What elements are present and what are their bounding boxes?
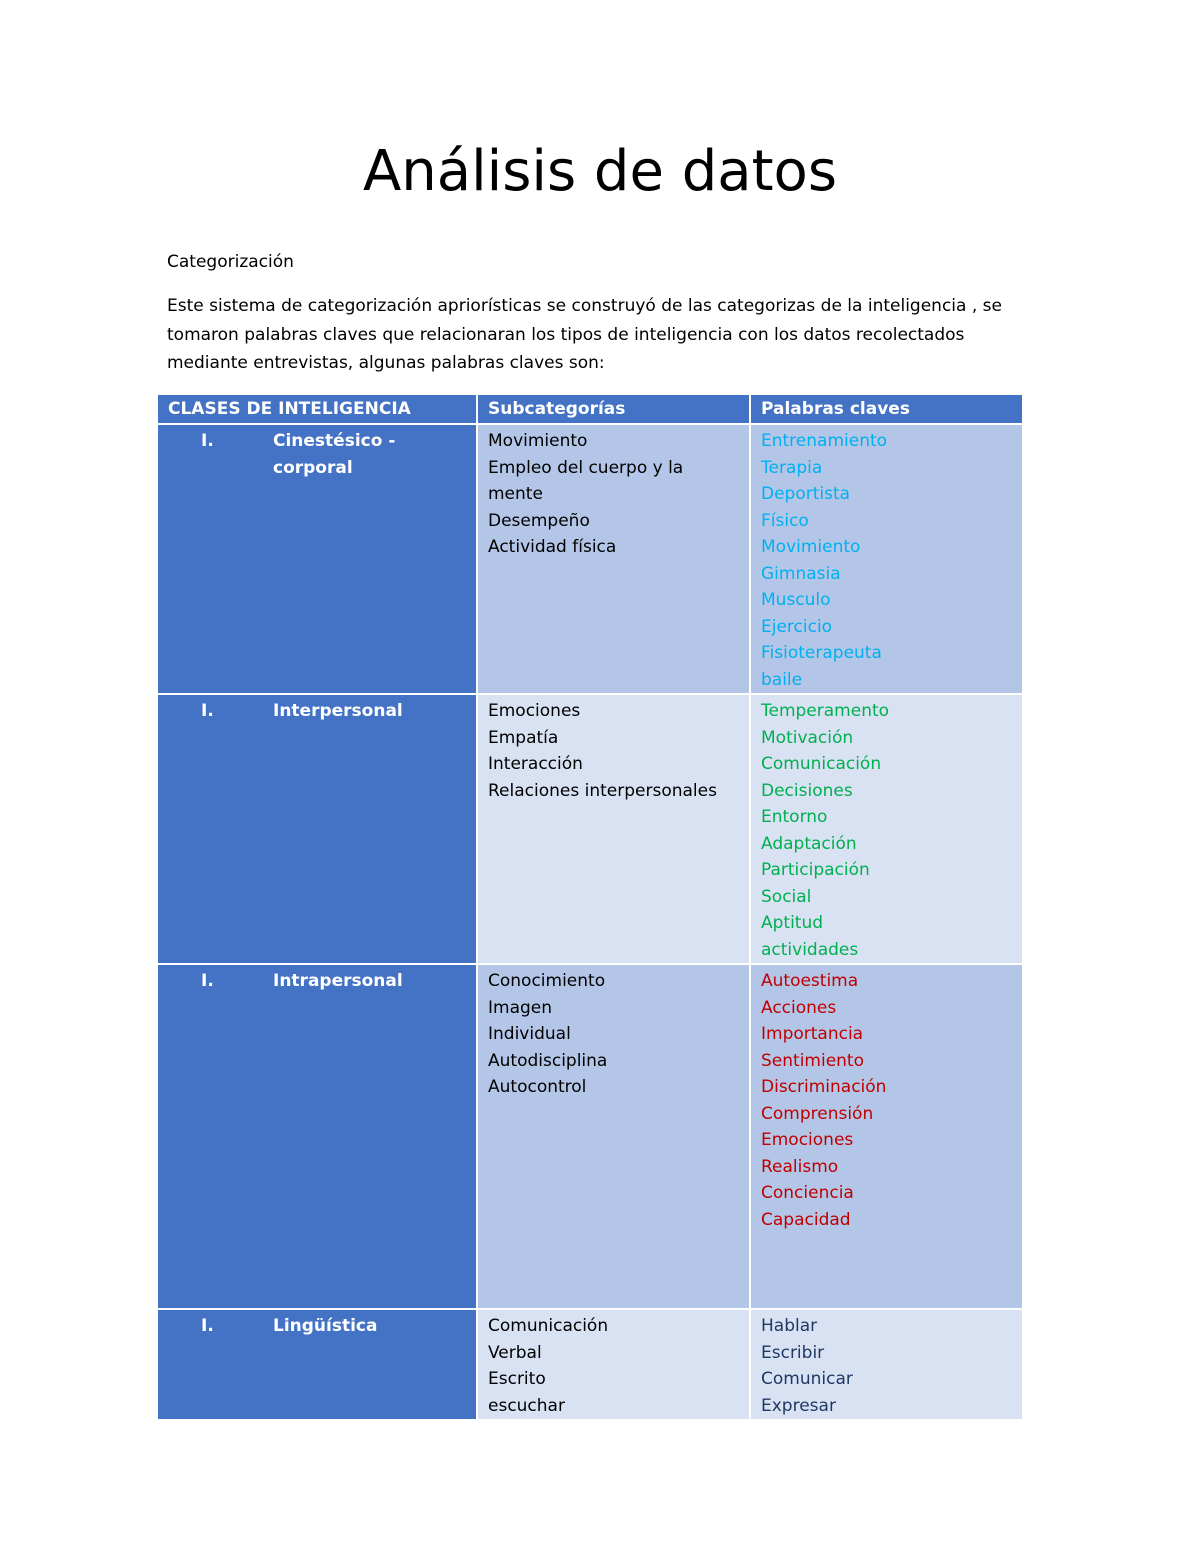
keyword-item: Deportista [761, 484, 851, 504]
header-keywords: Palabras claves [750, 394, 1023, 424]
keyword-item: Musculo [761, 590, 831, 610]
table-header-row [157, 394, 1023, 424]
keyword-item: Temperamento [761, 701, 890, 721]
keyword-item: Capacidad [761, 1209, 851, 1230]
section-label: Categorización [167, 252, 294, 272]
keyword-item: Terapia [761, 457, 823, 478]
subcategory-item: Relaciones interpersonales [488, 780, 717, 801]
keyword-item: Aptitud [761, 913, 824, 933]
subcategory-item: Autocontrol [488, 1077, 587, 1097]
subcategory-item: Empleo del cuerpo y la mente [488, 457, 684, 504]
keywords-cell [750, 694, 1023, 964]
keyword-item: Decisiones [761, 780, 853, 801]
keyword-item: Realismo [761, 1156, 839, 1177]
keyword-item: Fisioterapeuta [761, 643, 882, 663]
keyword-item: Expresar [761, 1395, 836, 1416]
keyword-item: Emociones [761, 1130, 854, 1150]
keyword-item: Participación [761, 860, 870, 880]
keyword-item: Hablar [761, 1316, 818, 1336]
keyword-item: Comunicar [761, 1369, 853, 1389]
keyword-item: Discriminación [761, 1077, 887, 1097]
keyword-item: Motivación [761, 727, 854, 748]
class-number: I. [201, 971, 214, 991]
categories-table [156, 393, 1024, 1421]
subcategory-item: Comunicación [488, 1316, 609, 1336]
subcategories-cell [477, 424, 750, 694]
keyword-item: Adaptación [761, 833, 857, 854]
keyword-item: Movimiento [761, 537, 861, 557]
keyword-item: Acciones [761, 997, 837, 1018]
subcategories-cell [477, 964, 750, 1309]
class-number: I. [201, 1316, 214, 1336]
keyword-item: Entrenamiento [761, 431, 888, 451]
keyword-item: Ejercicio [761, 616, 833, 637]
subcategory-item: Empatía [488, 727, 559, 748]
class-name: Intrapersonal [273, 971, 403, 991]
header-subcategories: Subcategorías [477, 394, 750, 424]
keyword-item: actividades [761, 939, 859, 960]
keyword-item: baile [761, 669, 803, 690]
class-number: I. [201, 701, 214, 721]
keyword-item: Físico [761, 510, 809, 531]
subcategory-item: Verbal [488, 1342, 542, 1363]
subcategory-item: Interacción [488, 754, 583, 774]
header-classes: CLASES DE INTELIGENCIA [157, 394, 477, 424]
keywords-cell [750, 964, 1023, 1309]
class-cell [157, 424, 477, 694]
keyword-item: Importancia [761, 1024, 864, 1044]
table-row [157, 1309, 1023, 1420]
subcategory-item: escuchar [488, 1395, 565, 1416]
class-number: I. [201, 431, 214, 451]
subcategory-item: Escrito [488, 1369, 546, 1389]
keyword-item: Conciencia [761, 1183, 854, 1203]
subcategory-item: Autodisciplina [488, 1050, 608, 1071]
class-name: Cinestésico - corporal [273, 431, 396, 478]
subcategory-item: Movimiento [488, 431, 588, 451]
keyword-item: Autoestima [761, 971, 859, 991]
keyword-item: Social [761, 886, 812, 907]
keyword-item: Escribir [761, 1342, 825, 1363]
class-name: Interpersonal [273, 701, 403, 721]
keywords-cell [750, 1309, 1023, 1420]
keyword-item: Entorno [761, 807, 828, 827]
subcategory-item: Imagen [488, 997, 553, 1018]
subcategory-item: Desempeño [488, 510, 590, 531]
subcategory-item: Actividad física [488, 537, 617, 557]
page-title: Análisis de datos [362, 139, 837, 204]
class-cell [157, 964, 477, 1309]
subcategories-cell [477, 694, 750, 964]
table-row [157, 694, 1023, 964]
keyword-item: Comprensión [761, 1103, 874, 1124]
subcategories-cell [477, 1309, 750, 1420]
intro-paragraph: Este sistema de categorización apriorísticas se construyó de las categorizas de la inteligencia , se tomaron palabras claves que relacionaran los tipos de inteligencia con los datos recolectados mediante entrevistas, algunas palabras claves son: [167, 296, 1002, 373]
subcategory-item: Conocimiento [488, 971, 606, 991]
class-name: Lingüística [273, 1316, 378, 1336]
class-cell [157, 694, 477, 964]
class-cell [157, 1309, 477, 1420]
subcategory-item: Individual [488, 1024, 571, 1044]
table-row [157, 424, 1023, 694]
subcategory-item: Emociones [488, 701, 581, 721]
keyword-item: Gimnasia [761, 563, 841, 584]
table-row [157, 964, 1023, 1309]
keyword-item: Sentimiento [761, 1050, 864, 1071]
keyword-item: Comunicación [761, 754, 882, 774]
keywords-cell [750, 424, 1023, 694]
